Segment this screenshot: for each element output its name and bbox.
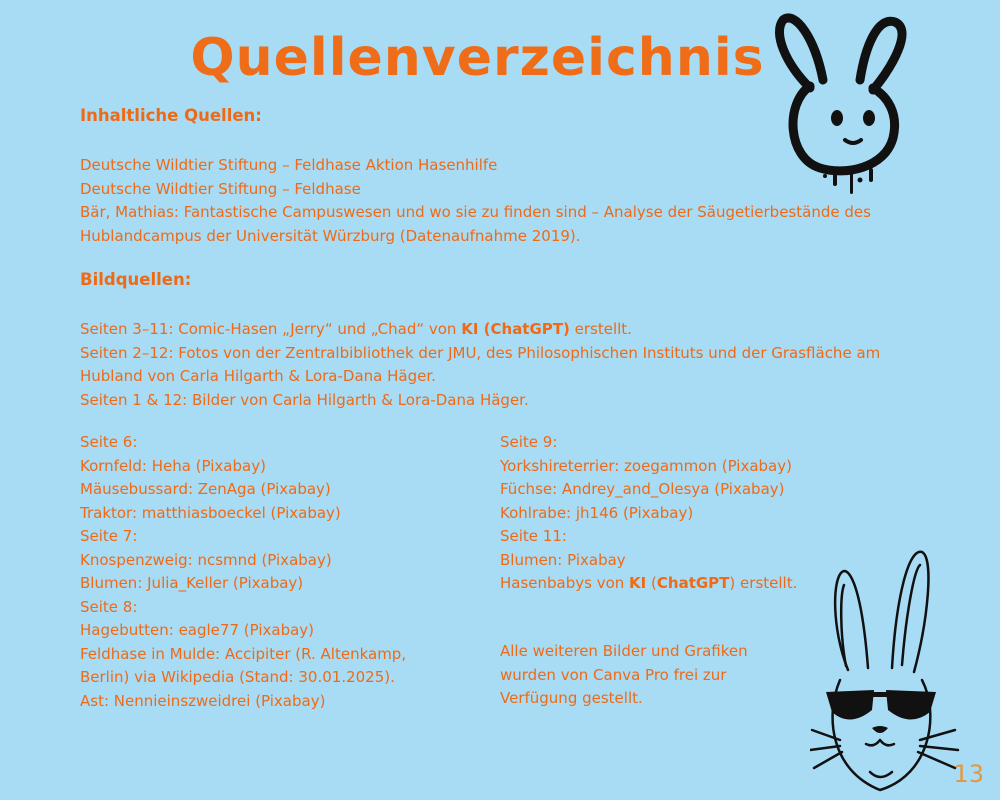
list-item: Füchse: Andrey_and_Olesya (Pixabay) (500, 480, 785, 498)
list-item: Yorkshireterrier: zoegammon (Pixabay) (500, 456, 792, 475)
list-item: Blumen: Pixabay (500, 550, 626, 569)
list-item: Mäusebussard: ZenAga (Pixabay) (80, 480, 331, 498)
list-item: Seiten 2–12: Fotos von der Zentralbibliothek der JMU, des Philosophischen Instituts und der Grasfläche am (80, 343, 881, 362)
list-item: Seiten 1 & 12: Bilder von Carla Hilgarth & Lora-Dana Häger. (80, 390, 529, 409)
list-item: Ast: Nennieinszweidrei (Pixabay) (80, 691, 326, 710)
list-item: Seite 6: (80, 433, 138, 451)
page-number: 13 (953, 760, 984, 788)
list-item: Deutsche Wildtier Stiftung – Feldhase (80, 179, 361, 198)
list-item: Berlin) via Wikipedia (Stand: 30.01.2025). (80, 668, 395, 686)
list-item: Hasenbabys von KI (ChatGPT) erstellt. (500, 574, 798, 592)
list-item: Hagebutten: eagle77 (Pixabay) (80, 621, 315, 639)
footer-note (500, 640, 748, 711)
list-item: Hubland von Carla Hilgarth & Lora-Dana Häger. (80, 367, 436, 385)
list-item: Traktor: matthiasboeckel (Pixabay) (80, 503, 341, 522)
list-item: Seite 11: (500, 527, 567, 545)
list-item: Seite 9: (500, 433, 558, 451)
content-sources-list (80, 154, 960, 248)
content-sources-heading: Inhaltliche Quellen: (80, 106, 262, 125)
list-item: Deutsche Wildtier Stiftung – Feldhase Aktion Hasenhilfe (80, 156, 498, 174)
list-item: Kornfeld: Heha (Pixabay) (80, 456, 266, 475)
list-item: Seiten 3–11: Comic-Hasen „Jerry“ und „Chad“ von KI (ChatGPT) erstellt. (80, 320, 632, 338)
list-item: Knospenzweig: ncsmnd (Pixabay) (80, 550, 332, 569)
left-column (80, 431, 406, 713)
list-item: Hublandcampus der Universität Würzburg (Datenaufnahme 2019). (80, 226, 581, 245)
list-item: Kohlrabe: jh146 (Pixabay) (500, 503, 694, 522)
list-item: Blumen: Julia_Keller (Pixabay) (80, 574, 304, 592)
list-item: Alle weiteren Bilder und Grafiken (500, 642, 748, 660)
cool-bunny-sunglasses-icon (810, 540, 960, 795)
list-item: wurden von Canva Pro frei zur (500, 665, 727, 684)
list-item: Seite 8: (80, 597, 138, 616)
list-item: Feldhase in Mulde: Accipiter (R. Altenkamp, (80, 644, 407, 663)
image-sources-list (80, 318, 960, 412)
list-item: Bär, Mathias: Fantastische Campuswesen und wo sie zu finden sind – Analyse der Säugetierbestände des (80, 203, 871, 221)
page-title: Quellenverzeichnis (190, 28, 765, 88)
list-item: Seite 7: (80, 527, 138, 545)
list-item: Verfügung gestellt. (500, 689, 643, 707)
right-column (500, 431, 797, 596)
image-sources-heading: Bildquellen: (80, 270, 192, 289)
